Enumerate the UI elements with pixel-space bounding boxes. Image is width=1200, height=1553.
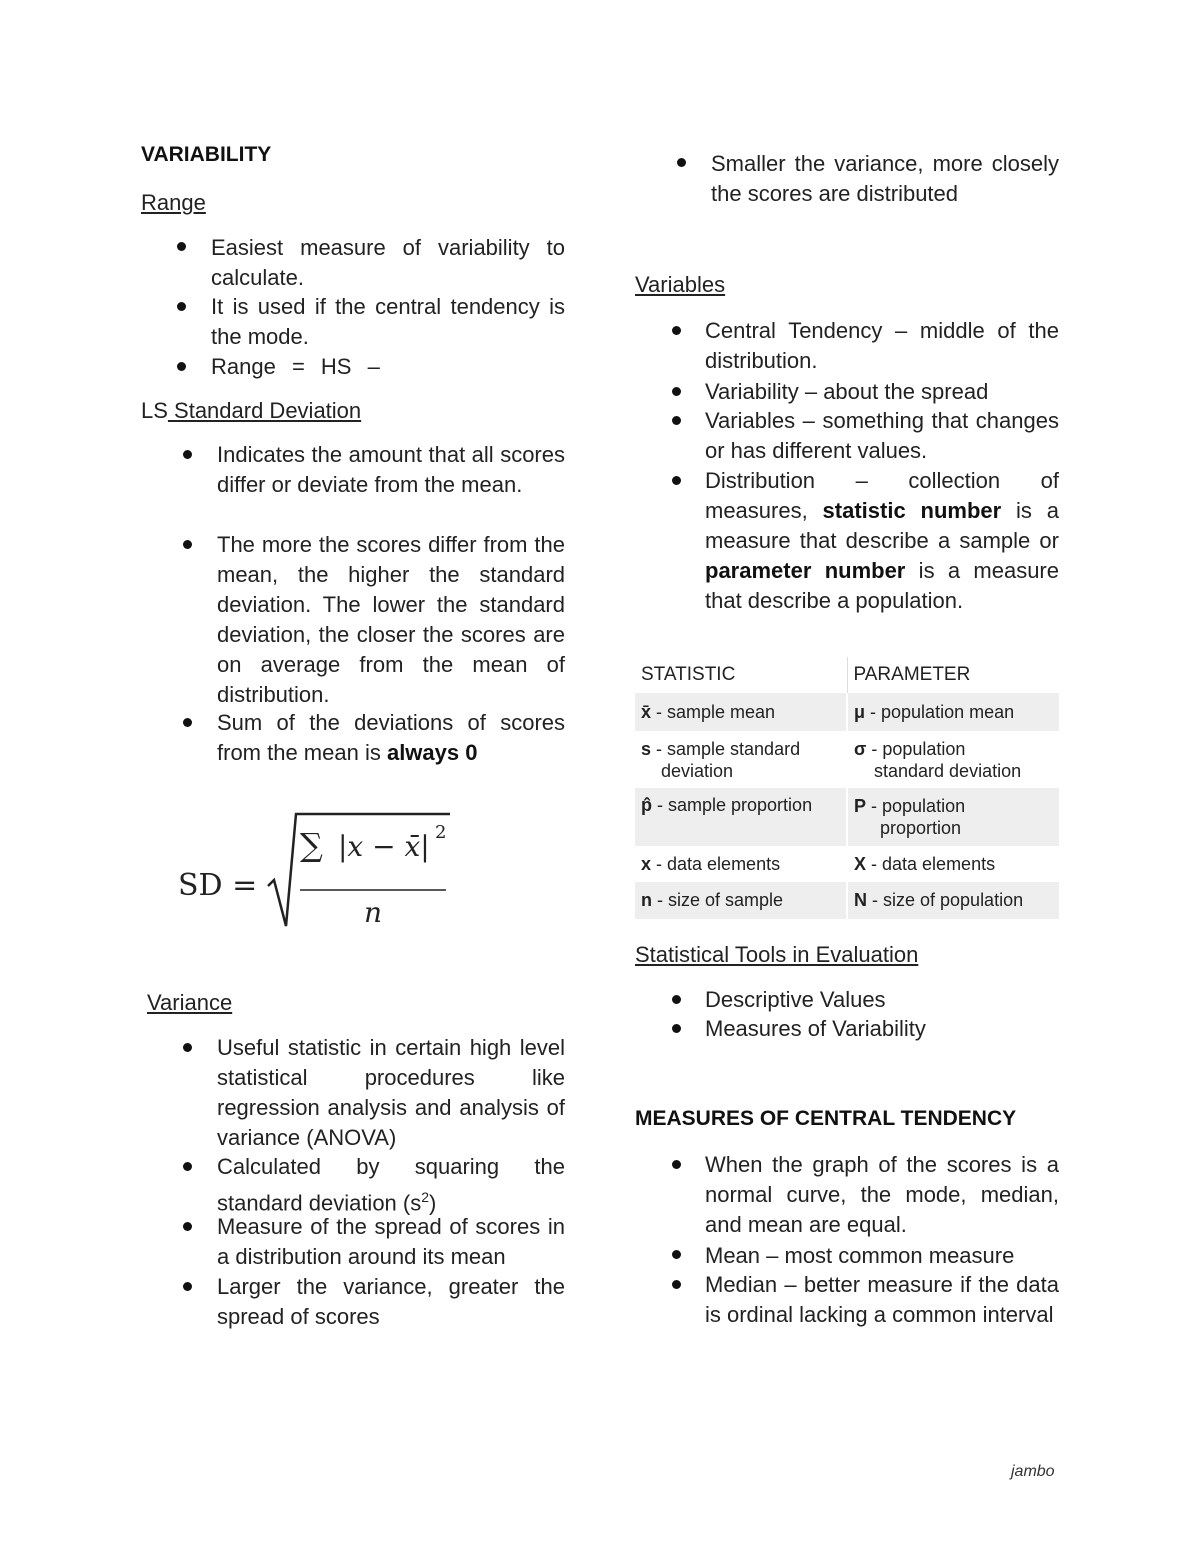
param-text: - size of population: [867, 890, 1024, 910]
bullet: [177, 242, 186, 251]
bullet: [183, 540, 192, 549]
stat-symbol: p̂: [641, 795, 652, 815]
footer-author: jambo: [1011, 1463, 1055, 1480]
param-symbol: P: [854, 796, 867, 816]
variance-item-2-end: ): [429, 1190, 437, 1216]
bullet: [672, 387, 681, 396]
bullet: [183, 1043, 192, 1052]
variables-item-3: Variables – something that changes or has different values.: [705, 408, 1059, 463]
bullet: [672, 1280, 681, 1289]
mct-title: MEASURES OF CENTRAL TENDENCY: [635, 1107, 1017, 1130]
sd-heading-prefix: LS: [141, 398, 168, 423]
variance-heading: Variance: [147, 990, 233, 1015]
bullet: [677, 158, 686, 167]
param-symbol: N: [854, 890, 867, 910]
table-row: [635, 731, 1059, 788]
variance-item-5: Smaller the variance, more closely the scores are distributed: [711, 151, 1059, 206]
table-cell-statistic: [635, 731, 847, 788]
variance-item-4: Larger the variance, greater the spread of scores: [217, 1274, 565, 1329]
bullet: [183, 1162, 192, 1171]
bullet: [672, 1160, 681, 1169]
variance-item-2-text: Calculated by squaring the standard deviation (s: [217, 1154, 565, 1216]
table-cell-statistic: [635, 846, 847, 882]
statistic-parameter-table: [635, 657, 1059, 919]
formula-exponent: 2: [435, 822, 447, 843]
stat-text-line2: deviation: [661, 760, 734, 781]
sd-item-2: The more the scores differ from the mean, the higher the standard deviation. The lower the standard deviation, the closer the scores are on average from the mean of distribution.: [217, 532, 565, 707]
formula-denominator: n: [364, 896, 383, 929]
param-text-line2: proportion: [880, 818, 962, 838]
sd-item-3-bold: always 0: [386, 740, 478, 765]
bullet: [183, 1282, 192, 1291]
mct-item-3: Median – better measure if the data is ordinal lacking a common interval: [705, 1272, 1059, 1327]
table-row: [635, 882, 1059, 919]
param-symbol: X: [854, 853, 867, 874]
param-text: - data elements: [866, 853, 996, 874]
bullet: [183, 1222, 192, 1231]
table-cell-statistic: [635, 788, 847, 846]
range-item-2: It is used if the central tendency is the mode.: [211, 294, 565, 349]
stat-text: - size of sample: [652, 890, 784, 910]
table-cell-statistic: [635, 882, 847, 919]
variance-item-3: Measure of the spread of scores in a distribution around its mean: [217, 1214, 565, 1269]
stat-text: - data elements: [651, 853, 781, 874]
bullet: [672, 995, 681, 1004]
distribution-bold-2: parameter number: [705, 558, 906, 583]
variability-title: VARIABILITY: [141, 143, 272, 166]
variance-item-1: Useful statistic in certain high level statistical procedures like regression analysis and analysis of variance (ANOVA): [217, 1035, 565, 1150]
sd-item-3: [217, 708, 565, 768]
bullet: [672, 1024, 681, 1033]
bullet: [672, 416, 681, 425]
bullet: [672, 326, 681, 335]
distribution-text-2: is a measure that describe a sample or: [705, 498, 1059, 553]
range-item-1: Easiest measure of variability to calculate.: [211, 235, 565, 290]
distribution-bold-1: statistic number: [822, 498, 1002, 523]
sd-heading-text: Standard Deviation: [167, 398, 362, 423]
variables-heading: Variables: [635, 272, 726, 297]
table-header-parameter: PARAMETER: [853, 664, 971, 685]
formula-sum: ∑: [300, 826, 323, 864]
distribution-text-1: Distribution – collection of measures,: [705, 468, 1059, 523]
sd-item-1: Indicates the amount that all scores differ or deviate from the mean.: [217, 442, 565, 497]
bullet: [183, 718, 192, 727]
tools-heading: Statistical Tools in Evaluation: [635, 942, 919, 967]
table-cell-parameter: [847, 693, 1059, 731]
tools-item-1: Descriptive Values: [705, 987, 886, 1012]
bullet: [177, 362, 186, 371]
table-cell-parameter: [847, 731, 1059, 788]
stat-symbol: s: [641, 738, 652, 759]
variance-item-2-sup: 2: [421, 1189, 430, 1205]
stat-symbol: n: [641, 890, 652, 910]
table-header-row: [635, 657, 1059, 693]
table-row: [635, 788, 1059, 846]
sd-formula: [178, 808, 458, 932]
formula-numerator: |x − x̄|: [338, 830, 430, 863]
param-text: - population mean: [865, 701, 1015, 722]
table-header-statistic: STATISTIC: [635, 657, 847, 693]
variables-item-4: [705, 466, 1059, 616]
param-symbol: μ: [854, 701, 866, 722]
mct-item-2: Mean – most common measure: [705, 1243, 1015, 1268]
table-row: [635, 846, 1059, 882]
table-cell-parameter: [847, 788, 1059, 846]
variance-item-2: [217, 1152, 565, 1218]
tools-item-2: Measures of Variability: [705, 1016, 926, 1041]
stat-symbol: x̄: [641, 701, 652, 722]
sd-heading: [141, 398, 361, 424]
formula-lhs: SD =: [178, 868, 258, 903]
stat-symbol: x: [641, 853, 652, 874]
param-text-line2: standard deviation: [874, 760, 1022, 781]
bullet: [177, 302, 186, 311]
table-row: [635, 693, 1059, 731]
param-text: - population: [866, 738, 966, 759]
bullet: [672, 476, 681, 485]
bullet: [183, 450, 192, 459]
distribution-text-3: is a measure that describe a population.: [705, 558, 1059, 613]
mct-item-1: When the graph of the scores is a normal curve, the mode, median, and mean are equal.: [705, 1152, 1059, 1237]
param-symbol: σ: [854, 738, 867, 759]
variables-item-2: Variability – about the spread: [705, 379, 989, 404]
sqrt-symbol: [266, 808, 450, 932]
bullet: [672, 1250, 681, 1259]
stat-text: - sample proportion: [652, 795, 813, 815]
table-cell-statistic: [635, 693, 847, 731]
table-cell-parameter: [847, 882, 1059, 919]
sd-item-3-text: Sum of the deviations of scores from the mean is: [217, 710, 565, 765]
stat-text: - sample mean: [651, 701, 776, 722]
range-heading: Range: [141, 190, 206, 215]
param-text: - population: [866, 796, 966, 816]
range-item-3: Range = HS –: [211, 354, 380, 379]
stat-text: - sample standard: [651, 738, 801, 759]
table-cell-parameter: [847, 846, 1059, 882]
variables-item-1: Central Tendency – middle of the distribution.: [705, 318, 1059, 373]
